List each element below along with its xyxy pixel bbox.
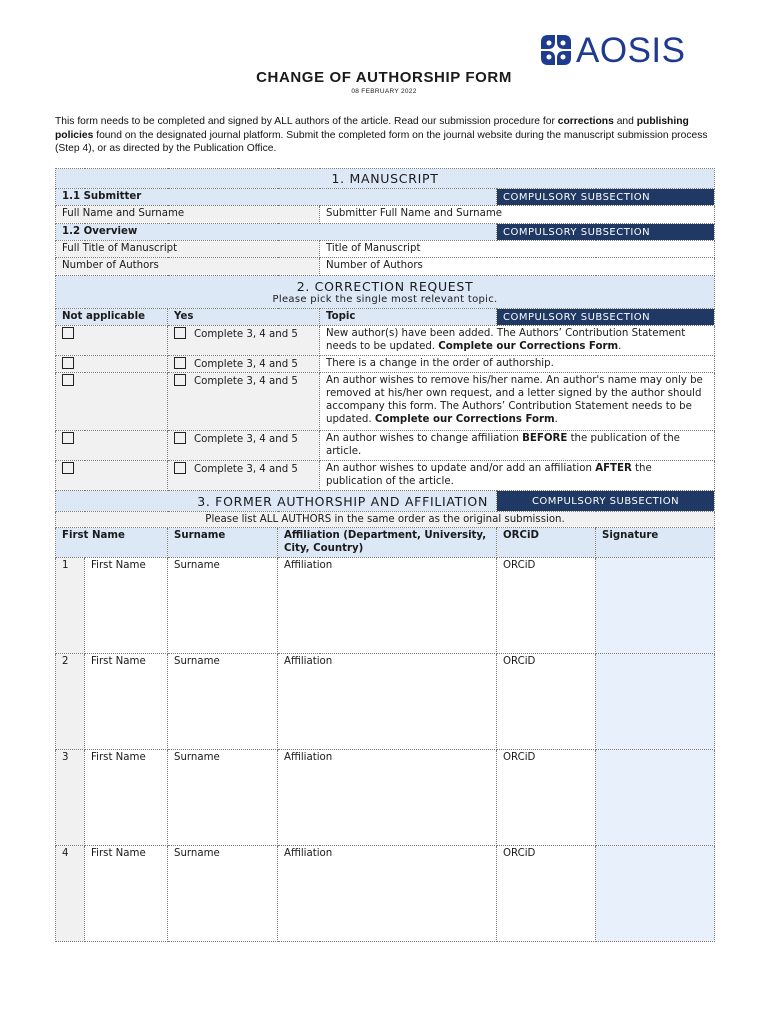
yes-label: Complete 3, 4 and 5 [194, 376, 298, 387]
signature-field[interactable] [596, 846, 715, 942]
first-name-field[interactable]: First Name [85, 750, 168, 846]
surname-field[interactable]: Surname [168, 846, 278, 942]
col-surname: Surname [168, 528, 278, 558]
orcid-field[interactable]: ORCiD [497, 654, 596, 750]
correction-row [56, 461, 715, 491]
submitter-heading: 1.1 Submitter [56, 189, 497, 206]
orcid-field[interactable]: ORCiD [497, 558, 596, 654]
correction-row [56, 356, 715, 373]
not-applicable-checkbox[interactable] [62, 357, 74, 369]
author-number: 3 [56, 750, 85, 846]
num-authors-field[interactable]: Number of Authors [320, 258, 715, 276]
not-applicable-checkbox[interactable] [62, 462, 74, 474]
topic-text: An author wishes to change affiliation BEFORE the publication of the article. [320, 431, 715, 461]
section-former-title: 3. FORMER AUTHORSHIP AND AFFILIATION [56, 491, 497, 512]
first-name-field[interactable]: First Name [85, 558, 168, 654]
corrections-link[interactable]: corrections [557, 116, 614, 127]
compulsory-badge: COMPULSORY SUBSECTION [497, 491, 715, 512]
affiliation-field[interactable]: Affiliation [278, 558, 497, 654]
col-not-applicable: Not applicable [56, 309, 168, 326]
correction-row [56, 373, 715, 431]
section-correction-title: 2. CORRECTION REQUEST Please pick the single most relevant topic. [56, 276, 715, 309]
submitter-name-field[interactable]: Submitter Full Name and Surname [320, 206, 715, 224]
author-number: 1 [56, 558, 85, 654]
overview-heading: 1.2 Overview [56, 224, 497, 241]
full-title-label: Full Title of Manuscript [56, 241, 320, 258]
compulsory-badge: COMPULSORY SUBSECTION [497, 224, 715, 241]
col-topic: Topic [320, 309, 497, 326]
col-yes: Yes [168, 309, 320, 326]
aosis-logo-icon [538, 32, 574, 68]
signature-field[interactable] [596, 654, 715, 750]
correction-note: Please pick the single most relevant topic. [272, 294, 498, 305]
publishing-policies-link[interactable]: publishing policies [55, 116, 689, 141]
form-title: CHANGE OF AUTHORSHIP FORM [256, 69, 512, 86]
change-of-authorship-table [55, 168, 715, 942]
yes-label: Complete 3, 4 and 5 [194, 464, 298, 475]
full-name-label: Full Name and Surname [56, 206, 320, 224]
col-orcid: ORCiD [497, 528, 596, 558]
col-affiliation: Affiliation (Department, University, City, Country) [278, 528, 497, 558]
topic-text: New author(s) have been added. The Authors’ Contribution Statement needs to be updated. Complete our Corrections Form. [320, 326, 715, 356]
not-applicable-checkbox[interactable] [62, 327, 74, 339]
not-applicable-checkbox[interactable] [62, 374, 74, 386]
yes-label: Complete 3, 4 and 5 [194, 359, 298, 370]
yes-checkbox[interactable] [174, 462, 186, 474]
correction-row [56, 326, 715, 356]
col-first-name: First Name [56, 528, 168, 558]
form-date: 08 FEBRUARY 2022 [351, 88, 417, 95]
orcid-field[interactable]: ORCiD [497, 846, 596, 942]
affiliation-field[interactable]: Affiliation [278, 654, 497, 750]
topic-text: An author wishes to remove his/her name. An author's name may only be removed at his/her own request, and a letter signed by the author should accompany this form. The Authors’ Contribution Statement needs to be updated. Complete our Corrections Form. [320, 373, 715, 431]
num-authors-label: Number of Authors [56, 258, 320, 276]
correction-row [56, 431, 715, 461]
yes-checkbox[interactable] [174, 327, 186, 339]
yes-checkbox[interactable] [174, 357, 186, 369]
author-row [56, 558, 715, 654]
logo-wordmark: AOSIS [576, 30, 686, 70]
author-number: 2 [56, 654, 85, 750]
section-manuscript-title: 1. MANUSCRIPT [56, 169, 715, 189]
yes-checkbox[interactable] [174, 432, 186, 444]
not-applicable-checkbox[interactable] [62, 432, 74, 444]
affiliation-field[interactable]: Affiliation [278, 750, 497, 846]
compulsory-badge: COMPULSORY SUBSECTION [497, 189, 715, 206]
author-row [56, 750, 715, 846]
surname-field[interactable]: Surname [168, 750, 278, 846]
author-number: 4 [56, 846, 85, 942]
first-name-field[interactable]: First Name [85, 846, 168, 942]
affiliation-field[interactable]: Affiliation [278, 846, 497, 942]
compulsory-badge: COMPULSORY SUBSECTION [497, 309, 715, 326]
surname-field[interactable]: Surname [168, 654, 278, 750]
topic-text: An author wishes to update and/or add an affiliation AFTER the publication of the article. [320, 461, 715, 491]
first-name-field[interactable]: First Name [85, 654, 168, 750]
yes-checkbox[interactable] [174, 374, 186, 386]
aosis-logo [538, 30, 708, 70]
col-signature: Signature [596, 528, 715, 558]
author-row [56, 654, 715, 750]
signature-field[interactable] [596, 750, 715, 846]
yes-label: Complete 3, 4 and 5 [194, 329, 298, 340]
intro-paragraph: This form needs to be completed and signed by ALL authors of the article. Read our submission procedure for corrections and publishing policies found on the designated journal platform. Submit the completed form on the journal website during the manuscript submission process (Step 4), or as directed by the Publication Office. [55, 116, 708, 154]
signature-field[interactable] [596, 558, 715, 654]
topic-text: There is a change in the order of authorship. [320, 356, 715, 373]
yes-label: Complete 3, 4 and 5 [194, 434, 298, 445]
manuscript-title-field[interactable]: Title of Manuscript [320, 241, 715, 258]
author-row [56, 846, 715, 942]
surname-field[interactable]: Surname [168, 558, 278, 654]
former-note: Please list ALL AUTHORS in the same order as the original submission. [56, 512, 715, 528]
orcid-field[interactable]: ORCiD [497, 750, 596, 846]
